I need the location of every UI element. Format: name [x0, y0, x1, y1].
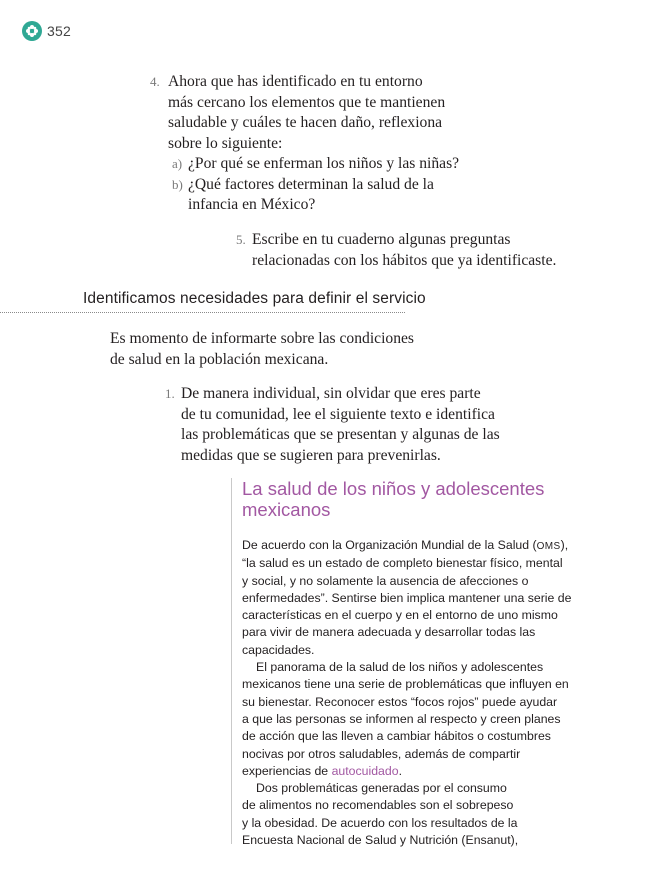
subitem-text-a: ¿Por qué se enferman los niños y las niñas?: [188, 155, 460, 172]
reading-line: y social, y no solamente la ausencia de afecciones o: [242, 573, 529, 588]
abbreviation-oms: OMS: [536, 541, 561, 552]
reading-line: su bienestar. Reconocer estos “focos rojos” puede ayudar: [242, 694, 558, 709]
question-1: [165, 384, 500, 466]
reading-line: experiencias de: [242, 763, 332, 778]
reading-title-line: mexicanos: [242, 499, 331, 520]
question-text-line: Escribe en tu cuaderno algunas preguntas: [252, 231, 511, 248]
question-text-line: relacionadas con los hábitos que ya identificaste.: [252, 251, 557, 269]
reading-line: De acuerdo con la Organización Mundial de la Salud (: [242, 538, 537, 552]
reading-line: capacidades.: [242, 642, 315, 657]
reading-line: a que las personas se informen al respecto y creen planes: [242, 711, 561, 726]
intro-line: Es momento de informarte sobre las condiciones: [110, 330, 414, 347]
question-5: [236, 230, 556, 271]
green-flower-icon: [22, 21, 42, 41]
reading-line: “la salud es un estado de completo bienestar físico, mental: [242, 556, 563, 571]
page-badge: [22, 21, 71, 41]
question-4: [150, 72, 459, 216]
reading-line: y la obesidad. De acuerdo con los resultados de la: [242, 815, 518, 830]
reading-title: [242, 478, 544, 520]
reading-line: ),: [560, 538, 569, 552]
question-number: 5.: [236, 232, 246, 247]
question-number: 4.: [150, 74, 160, 89]
question-text-line: sobre lo siguiente:: [168, 134, 283, 152]
question-text-line: Ahora que has identificado en tu entorno: [168, 73, 423, 90]
flower-icon-svg: [25, 24, 39, 38]
reading-line: enfermedades”. Sentirse bien implica mantener una serie de: [242, 590, 572, 605]
reading-line: .: [398, 763, 402, 778]
section-divider: [0, 312, 405, 313]
section-title: Identificamos necesidades para definir el servicio: [83, 290, 426, 307]
question-text-line: las problemáticas que se presentan y algunas de las: [181, 426, 500, 443]
reading-line: para vivir de manera adecuada y desarrollar todas las: [242, 625, 536, 640]
reading-sidebar-rule: [231, 478, 232, 844]
question-number: 1.: [165, 386, 175, 401]
reading-line: de acción que las lleven a cambiar hábitos o costumbres: [242, 729, 551, 744]
glossary-link-autocuidado[interactable]: autocuidado: [331, 763, 399, 778]
subitem-text-b: ¿Qué factores determinan la salud de la: [188, 175, 434, 193]
reading-title-line: La salud de los niños y adolescentes: [242, 478, 545, 499]
reading-line: de alimentos no recomendables son el sobrepeso: [242, 798, 514, 813]
reading-text: [242, 537, 571, 849]
question-text-line: saludable y cuáles te hacen daño, reflexiona: [168, 114, 443, 131]
reading-line: Dos problemáticas generadas por el consumo: [256, 781, 507, 796]
question-text-line: medidas que se sugieren para prevenirlas.: [181, 446, 441, 464]
reading-line: mexicanos tiene una serie de problemáticas que influyen en: [242, 677, 569, 692]
reading-line: nocivas por otros saludables, además de compartir: [242, 746, 521, 761]
subitem-label-b: b): [172, 176, 183, 192]
page-number: 352: [47, 23, 71, 39]
reading-line: Encuesta Nacional de Salud y Nutrición (Ensanut),: [242, 833, 519, 848]
intro-paragraph: [110, 329, 414, 370]
question-text-line: de tu comunidad, lee el siguiente texto e identifica: [181, 405, 495, 423]
question-text-line: más cercano los elementos que te mantienen: [168, 93, 446, 111]
question-text-line: De manera individual, sin olvidar que eres parte: [181, 385, 481, 402]
intro-line: de salud en la población mexicana.: [110, 350, 329, 368]
subitem-label-a: a): [172, 156, 183, 171]
reading-line: características en el cuerpo y en el entorno de uno mismo: [242, 608, 558, 623]
reading-line: El panorama de la salud de los niños y adolescentes: [256, 660, 544, 675]
subitem-text-b-cont: infancia en México?: [188, 196, 316, 213]
